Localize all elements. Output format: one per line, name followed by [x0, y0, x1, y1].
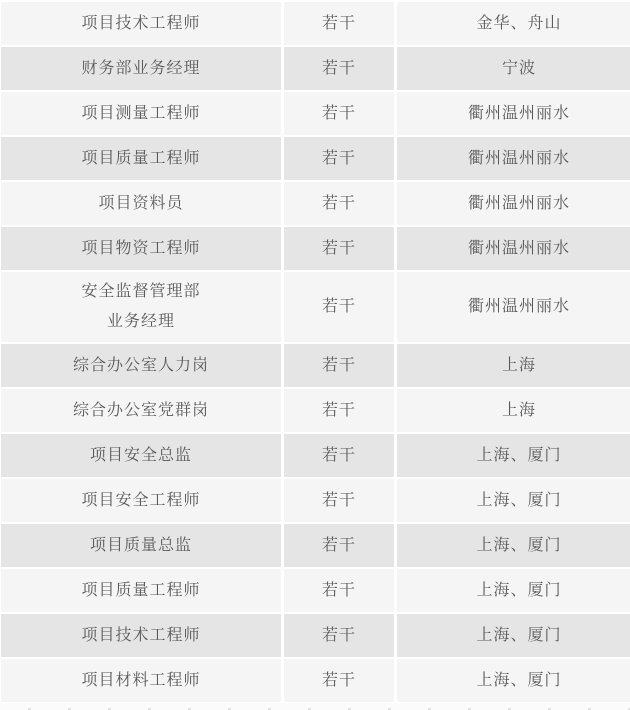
- headcount-cell: 若干: [284, 137, 394, 180]
- table-row: [1, 47, 630, 90]
- position-cell: 项目技术工程师: [1, 614, 281, 657]
- headcount-cell: 若干: [284, 47, 394, 90]
- location-cell: 衢州温州丽水: [397, 92, 630, 135]
- location-cell: 衢州温州丽水: [397, 227, 630, 270]
- headcount-cell: 若干: [284, 659, 394, 702]
- location-cell: 上海、厦门: [397, 569, 630, 612]
- headcount-cell: 若干: [284, 524, 394, 567]
- location-cell: 宁波: [397, 47, 630, 90]
- headcount-cell: 若干: [284, 2, 394, 45]
- position-cell: 项目质量工程师: [1, 569, 281, 612]
- table-row: [1, 2, 630, 45]
- table-row: [1, 524, 630, 567]
- position-cell: 财务部业务经理: [1, 47, 281, 90]
- location-cell: 上海、厦门: [397, 524, 630, 567]
- headcount-cell: 若干: [284, 479, 394, 522]
- headcount-cell: 若干: [284, 227, 394, 270]
- location-cell: 上海: [397, 389, 630, 432]
- position-line: 业务经理: [106, 313, 175, 330]
- cutoff-next-row-strip: [0, 703, 630, 710]
- table-row: [1, 389, 630, 432]
- table-row: [1, 614, 630, 657]
- location-cell: 金华、舟山: [397, 2, 630, 45]
- headcount-cell: 若干: [284, 272, 394, 342]
- headcount-cell: 若干: [284, 434, 394, 477]
- location-cell: 上海、厦门: [397, 479, 630, 522]
- location-cell: 上海、厦门: [397, 434, 630, 477]
- position-cell: 项目安全工程师: [1, 479, 281, 522]
- location-cell: 衢州温州丽水: [397, 182, 630, 225]
- headcount-cell: 若干: [284, 614, 394, 657]
- headcount-cell: 若干: [284, 569, 394, 612]
- table-row: [1, 569, 630, 612]
- table-row: [1, 227, 630, 270]
- table-row: [1, 479, 630, 522]
- table-row: [1, 137, 630, 180]
- position-cell: 综合办公室人力岗: [1, 344, 281, 387]
- headcount-cell: 若干: [284, 344, 394, 387]
- table-row: [1, 344, 630, 387]
- position-cell: 综合办公室党群岗: [1, 389, 281, 432]
- location-cell: 上海、厦门: [397, 659, 630, 702]
- table-row: [1, 272, 630, 342]
- headcount-cell: 若干: [284, 182, 394, 225]
- table-row: [1, 434, 630, 477]
- position-cell: [1, 272, 281, 342]
- position-cell: 项目物资工程师: [1, 227, 281, 270]
- location-cell: 上海、厦门: [397, 614, 630, 657]
- position-cell: 项目安全总监: [1, 434, 281, 477]
- position-cell: 项目质量总监: [1, 524, 281, 567]
- table-row: [1, 659, 630, 702]
- position-cell: 项目测量工程师: [1, 92, 281, 135]
- table-row: [1, 182, 630, 225]
- position-cell: 项目资料员: [1, 182, 281, 225]
- location-cell: 衢州温州丽水: [397, 272, 630, 342]
- position-line: 安全监督管理部: [81, 283, 201, 300]
- position-cell: 项目技术工程师: [1, 2, 281, 45]
- headcount-cell: 若干: [284, 389, 394, 432]
- position-cell: 项目质量工程师: [1, 137, 281, 180]
- headcount-cell: 若干: [284, 92, 394, 135]
- location-cell: 上海: [397, 344, 630, 387]
- position-cell: 项目材料工程师: [1, 659, 281, 702]
- location-cell: 衢州温州丽水: [397, 137, 630, 180]
- table-row: [1, 92, 630, 135]
